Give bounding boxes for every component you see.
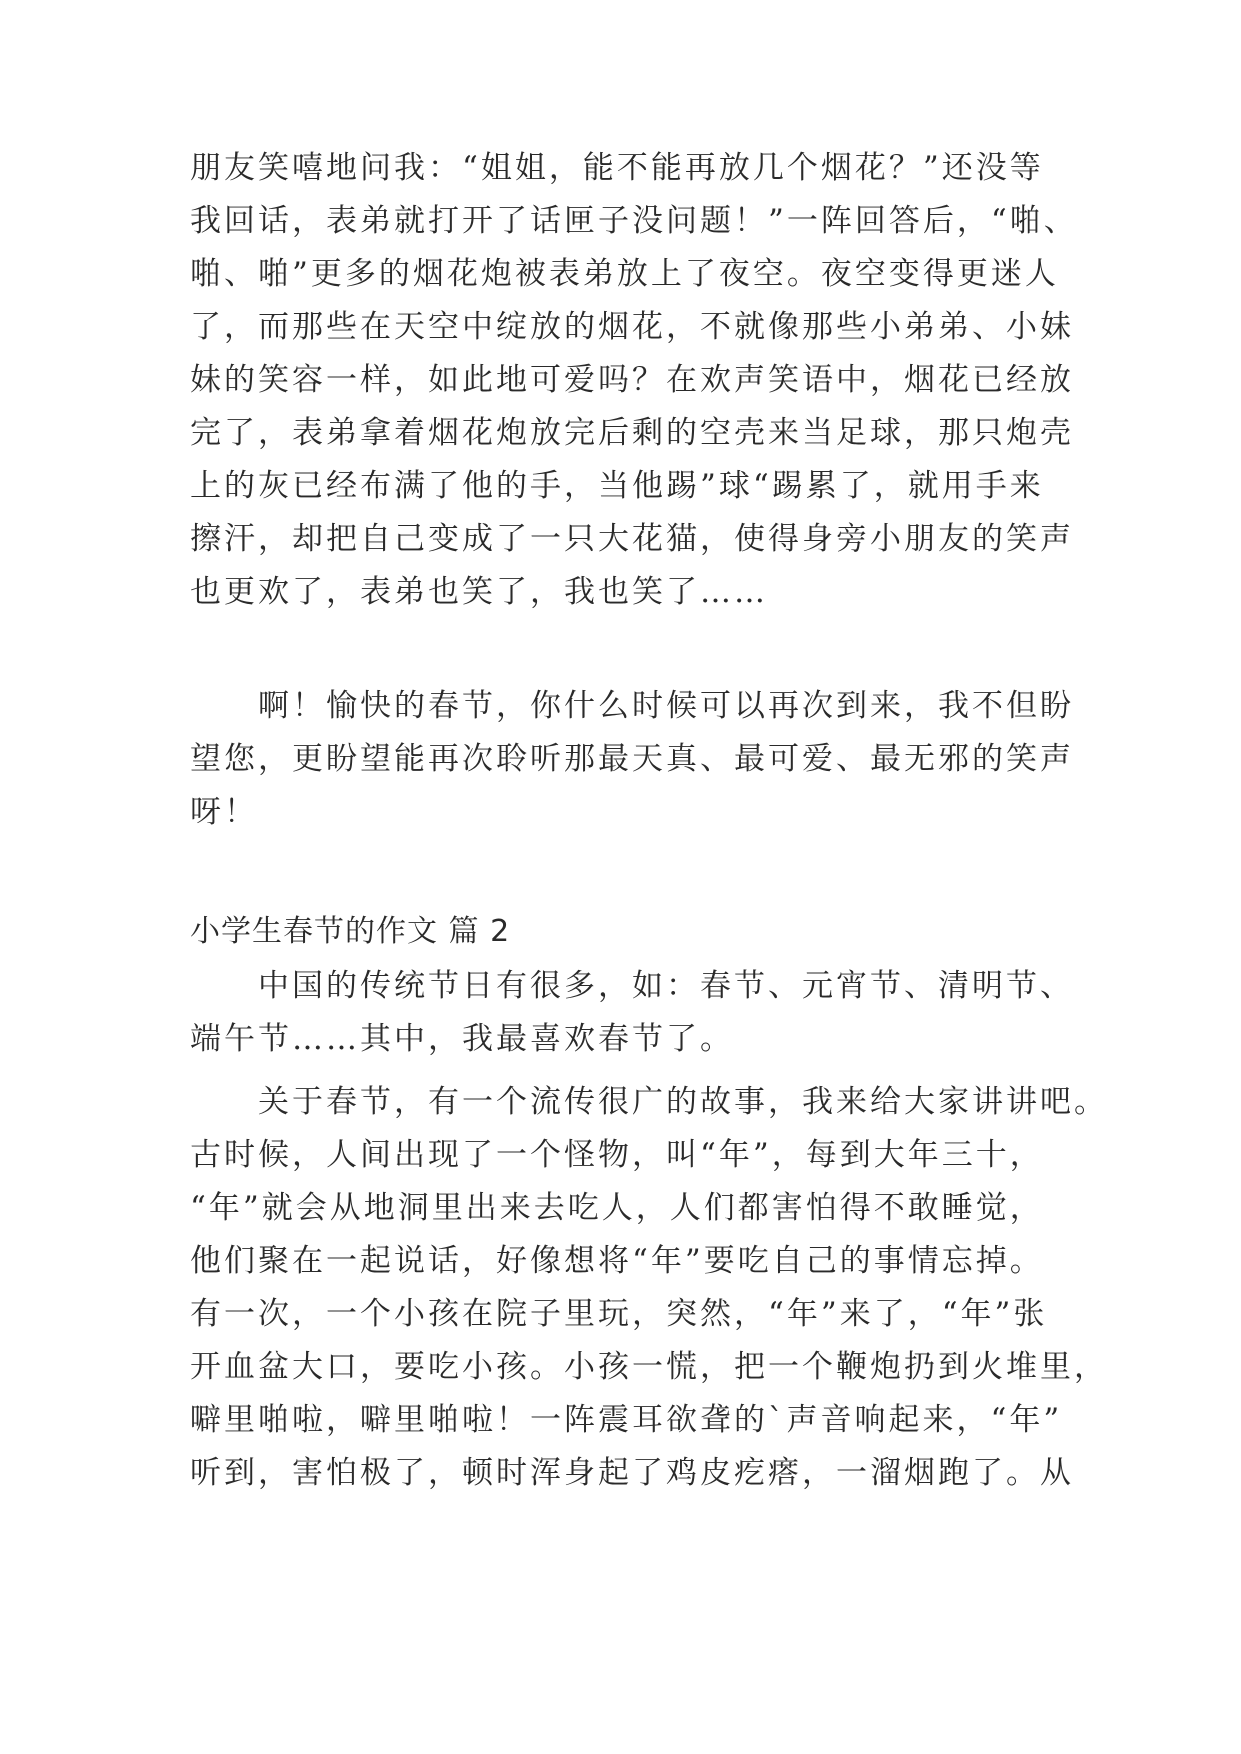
text-line: 有一次，一个小孩在院子里玩，突然，“年”来了，“年”张 (190, 1296, 1048, 1332)
text-line: 关于春节，有一个流传很广的故事，我来给大家讲讲吧。 (190, 1084, 1108, 1120)
text-line: 听到，害怕极了，顿时浑身起了鸡皮疙瘩，一溜烟跑了。从 (190, 1455, 1074, 1491)
text-line: 古时候，人间出现了一个怪物，叫“年”，每到大年三十， (190, 1137, 1044, 1173)
text-line: 啪、啪”更多的烟花炮被表弟放上了夜空。夜空变得更迷人 (190, 256, 1059, 292)
text-line: 完了，表弟拿着烟花炮放完后剩的空壳来当足球，那只炮壳 (190, 415, 1074, 451)
section-heading: 小学生春节的作文 篇 2 (190, 914, 511, 949)
text-line: 望您，更盼望能再次聆听那最天真、最可爱、最无邪的笑声 (190, 741, 1074, 777)
text-line: 啊！愉快的春节，你什么时候可以再次到来，我不但盼 (190, 688, 1074, 724)
text-line: 呀！ (190, 794, 258, 830)
text-line: 噼里啪啦，噼里啪啦！一阵震耳欲聋的`声音响起来，“年” (190, 1402, 1063, 1438)
text-line: 也更欢了，表弟也笑了，我也笑了…… (190, 574, 768, 610)
text-line: 上的灰已经布满了他的手，当他踢”球“踢累了，就用手来 (190, 468, 1044, 504)
text-line: 妹的笑容一样，如此地可爱吗？在欢声笑语中，烟花已经放 (190, 362, 1074, 398)
text-line: 擦汗，却把自己变成了一只大花猫，使得身旁小朋友的笑声 (190, 521, 1074, 557)
text-line: “年”就会从地洞里出来去吃人，人们都害怕得不敢睡觉， (190, 1190, 1044, 1226)
text-line: 我回话，表弟就打开了话匣子没问题！”一阵回答后，“啪、 (190, 203, 1078, 239)
text-line: 开血盆大口，要吃小孩。小孩一慌，把一个鞭炮扔到火堆里， (190, 1349, 1108, 1385)
text-line: 了，而那些在天空中绽放的烟花，不就像那些小弟弟、小妹 (190, 309, 1074, 345)
text-line: 端午节……其中，我最喜欢春节了。 (190, 1021, 734, 1057)
text-line: 他们聚在一起说话，好像想将“年”要吃自己的事情忘掉。 (190, 1243, 1044, 1279)
text-line: 中国的传统节日有很多，如：春节、元宵节、清明节、 (190, 968, 1074, 1004)
text-line: 朋友笑嘻地问我：“姐姐，能不能再放几个烟花？”还没等 (190, 150, 1044, 186)
